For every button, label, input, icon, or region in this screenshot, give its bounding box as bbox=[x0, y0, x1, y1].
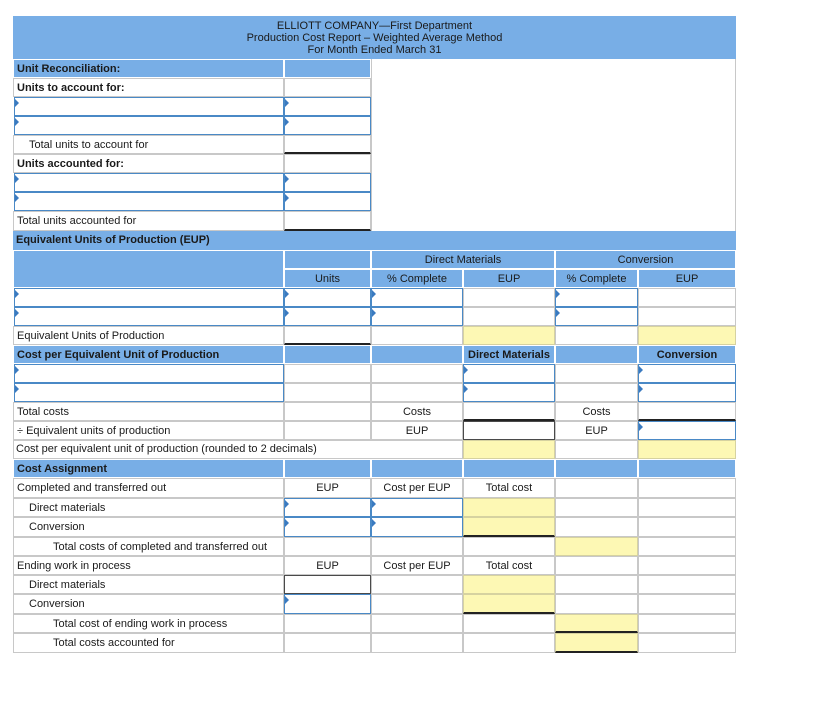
conv-cost-per-eup-answer bbox=[638, 440, 736, 459]
dm-cost-per-eup-answer bbox=[463, 440, 555, 459]
total-costs-accounted-answer bbox=[555, 633, 638, 653]
ct-cost-per-eup-col-heading: Cost per EUP bbox=[371, 478, 463, 498]
ct-conversion-label: Conversion bbox=[13, 517, 284, 537]
cost-per-eup-heading: Cost per Equivalent Unit of Production bbox=[13, 345, 284, 364]
ct-conv-cost-per-eup-input[interactable] bbox=[371, 517, 463, 537]
unit-reconciliation-heading: Unit Reconciliation: bbox=[13, 59, 284, 78]
ewip-dm-eup-input[interactable] bbox=[284, 575, 371, 594]
cost-assignment-heading: Cost Assignment bbox=[13, 459, 284, 478]
units-accounted-for-cell bbox=[284, 154, 371, 173]
ending-wip-label: Ending work in process bbox=[13, 556, 284, 575]
tca-blank-3 bbox=[463, 633, 555, 653]
eup-desc-input-2[interactable] bbox=[14, 307, 284, 326]
ca-heading-blank-5 bbox=[638, 459, 736, 478]
blank-area bbox=[371, 59, 736, 231]
tct-blank-2 bbox=[371, 537, 463, 556]
eup-conversion-heading: Conversion bbox=[555, 250, 736, 269]
units-to-account-for-desc-input-1[interactable] bbox=[14, 97, 284, 116]
units-to-account-for-desc-input-2[interactable] bbox=[14, 116, 284, 135]
eup-total-blank-1 bbox=[371, 326, 463, 345]
ct-blank-2 bbox=[638, 478, 736, 498]
total-ending-wip-answer bbox=[555, 614, 638, 633]
eup-section-heading: Equivalent Units of Production (EUP) bbox=[13, 231, 736, 250]
eup-units-input-1[interactable] bbox=[284, 288, 371, 307]
production-cost-report bbox=[13, 16, 736, 653]
eup-dm-pct-col-heading: % Complete bbox=[371, 269, 463, 288]
ct-conv-eup-input[interactable] bbox=[284, 517, 371, 537]
eup-total-units bbox=[284, 326, 371, 345]
tewip-blank-1 bbox=[284, 614, 371, 633]
report-period: For Month Ended March 31 bbox=[307, 44, 442, 56]
eup-dm-total-answer bbox=[463, 326, 555, 345]
conv-eup-label: EUP bbox=[555, 421, 638, 440]
eup-conv-eup-col-heading: EUP bbox=[638, 269, 736, 288]
cost-conv-input-1[interactable] bbox=[638, 364, 736, 383]
units-to-account-for-value-input-1[interactable] bbox=[284, 97, 371, 116]
ewip-conv-blank-2 bbox=[638, 594, 736, 614]
dm-costs-label: Costs bbox=[371, 402, 463, 421]
ca-heading-blank-4 bbox=[555, 459, 638, 478]
eup-header-blank bbox=[13, 250, 284, 288]
ct-eup-col-heading: EUP bbox=[284, 478, 371, 498]
eup-conv-eup-cell-1 bbox=[638, 288, 736, 307]
eup-total-label: Equivalent Units of Production bbox=[13, 326, 284, 345]
units-to-account-for-value-input-2[interactable] bbox=[284, 116, 371, 135]
ewip-dm-blank-1 bbox=[555, 575, 638, 594]
total-ending-wip-label: Total cost of ending work in process bbox=[13, 614, 284, 633]
tca-blank-2 bbox=[371, 633, 463, 653]
cost-dm-input-2[interactable] bbox=[463, 383, 555, 402]
units-accounted-for-value-input-2[interactable] bbox=[284, 192, 371, 211]
units-accounted-for-value-input-1[interactable] bbox=[284, 173, 371, 192]
ewip-conv-blank-1 bbox=[555, 594, 638, 614]
ct-conv-total-cost-answer bbox=[463, 517, 555, 537]
eup-dm-eup-cell-2 bbox=[463, 307, 555, 326]
ct-dm-cost-per-eup-input[interactable] bbox=[371, 498, 463, 517]
report-title: Production Cost Report – Weighted Average Method bbox=[246, 32, 503, 44]
ca-heading-blank-1 bbox=[284, 459, 371, 478]
ct-blank-1 bbox=[555, 478, 638, 498]
ct-dm-blank-1 bbox=[555, 498, 638, 517]
tca-blank-1 bbox=[284, 633, 371, 653]
eup-conv-eup-cell-2 bbox=[638, 307, 736, 326]
tct-blank-3 bbox=[463, 537, 555, 556]
eup-desc-input-1[interactable] bbox=[14, 288, 284, 307]
eup-conv-pct-input-2[interactable] bbox=[555, 307, 638, 326]
ewip-total-cost-col-heading: Total cost bbox=[463, 556, 555, 575]
eup-total-blank-2 bbox=[555, 326, 638, 345]
tewip-blank-3 bbox=[463, 614, 555, 633]
ewip-cost-per-eup-col-heading: Cost per EUP bbox=[371, 556, 463, 575]
total-costs-label: Total costs bbox=[13, 402, 284, 421]
units-to-account-for-label: Units to account for: bbox=[13, 78, 284, 97]
conv-eup-divisor-input[interactable] bbox=[638, 421, 736, 440]
ewip-conversion-label: Conversion bbox=[13, 594, 284, 614]
ca-heading-blank-2 bbox=[371, 459, 463, 478]
tct-blank-4 bbox=[638, 537, 736, 556]
ca-heading-blank-3 bbox=[463, 459, 555, 478]
ewip-blank-2 bbox=[638, 556, 736, 575]
cost-dm-input-1[interactable] bbox=[463, 364, 555, 383]
ewip-conv-total-cost-answer bbox=[463, 594, 555, 614]
total-costs-accounted-label: Total costs accounted for bbox=[13, 633, 284, 653]
ewip-conv-cost-per-eup-cell bbox=[371, 594, 463, 614]
units-accounted-for-desc-input-1[interactable] bbox=[14, 173, 284, 192]
eup-dm-pct-input-1[interactable] bbox=[371, 288, 463, 307]
eup-dm-eup-cell-1 bbox=[463, 288, 555, 307]
cost-per-eup-heading-blank-2 bbox=[371, 345, 463, 364]
conv-costs-label: Costs bbox=[555, 402, 638, 421]
dm-eup-label: EUP bbox=[371, 421, 463, 440]
eup-conv-total-answer bbox=[638, 326, 736, 345]
ct-total-cost-col-heading: Total cost bbox=[463, 478, 555, 498]
units-accounted-for-label: Units accounted for: bbox=[13, 154, 284, 173]
cost-per-eup-conv-heading: Conversion bbox=[638, 345, 736, 364]
company-title: ELLIOTT COMPANY—First Department bbox=[276, 20, 473, 32]
cost-row1-blank-2 bbox=[371, 364, 463, 383]
dm-eup-divisor-input[interactable] bbox=[463, 421, 555, 440]
units-accounted-for-desc-input-2[interactable] bbox=[14, 192, 284, 211]
total-costs-blank-1 bbox=[284, 402, 371, 421]
ct-dm-blank-2 bbox=[638, 498, 736, 517]
eup-dm-heading: Direct Materials bbox=[371, 250, 555, 269]
total-completed-transferred-label: Total costs of completed and transferred out bbox=[13, 537, 284, 556]
ct-direct-materials-label: Direct materials bbox=[13, 498, 284, 517]
eup-units-col-heading: Units bbox=[284, 269, 371, 288]
cost-row2-blank-2 bbox=[371, 383, 463, 402]
cost-row2-blank-1 bbox=[284, 383, 371, 402]
ewip-blank-1 bbox=[555, 556, 638, 575]
ewip-dm-total-cost-answer bbox=[463, 575, 555, 594]
divide-eup-blank-1 bbox=[284, 421, 371, 440]
total-units-to-account-for-label: Total units to account for bbox=[13, 135, 284, 154]
ct-dm-total-cost-answer bbox=[463, 498, 555, 517]
cost-desc-input-1[interactable] bbox=[14, 364, 284, 383]
cost-per-eup-heading-blank-3 bbox=[555, 345, 638, 364]
cost-row2-blank-3 bbox=[555, 383, 638, 402]
ewip-direct-materials-label: Direct materials bbox=[13, 575, 284, 594]
dm-total-costs-value bbox=[463, 402, 555, 421]
cost-per-eup-dm-heading: Direct Materials bbox=[463, 345, 555, 364]
total-units-to-account-for-value bbox=[284, 135, 371, 154]
cost-per-eu-blank bbox=[555, 440, 638, 459]
eup-dm-pct-input-2[interactable] bbox=[371, 307, 463, 326]
completed-transferred-label: Completed and transferred out bbox=[13, 478, 284, 498]
ct-dm-eup-input[interactable] bbox=[284, 498, 371, 517]
tca-blank-4 bbox=[638, 633, 736, 653]
tewip-blank-2 bbox=[371, 614, 463, 633]
ewip-eup-col-heading: EUP bbox=[284, 556, 371, 575]
eup-dm-eup-col-heading: EUP bbox=[463, 269, 555, 288]
units-to-account-for-cell bbox=[284, 78, 371, 97]
tct-blank-1 bbox=[284, 537, 371, 556]
eup-header-blank-units bbox=[284, 250, 371, 269]
cost-row1-blank-3 bbox=[555, 364, 638, 383]
tewip-blank-4 bbox=[638, 614, 736, 633]
cost-row1-blank-1 bbox=[284, 364, 371, 383]
total-units-accounted-for-value bbox=[284, 211, 371, 231]
eup-conv-pct-input-1[interactable] bbox=[555, 288, 638, 307]
ct-conv-blank-1 bbox=[555, 517, 638, 537]
cost-conv-input-2[interactable] bbox=[638, 383, 736, 402]
total-units-accounted-for-label: Total units accounted for bbox=[13, 211, 284, 231]
ewip-conv-eup-input[interactable] bbox=[284, 594, 371, 614]
ewip-dm-blank-2 bbox=[638, 575, 736, 594]
eup-units-input-2[interactable] bbox=[284, 307, 371, 326]
cost-per-eup-heading-blank-1 bbox=[284, 345, 371, 364]
ct-conv-blank-2 bbox=[638, 517, 736, 537]
conv-total-costs-value bbox=[638, 402, 736, 421]
ewip-dm-cost-per-eup-cell bbox=[371, 575, 463, 594]
cost-desc-input-2[interactable] bbox=[14, 383, 284, 402]
cost-per-eu-label: Cost per equivalent unit of production (rounded to 2 decimals) bbox=[16, 443, 317, 455]
eup-conv-pct-col-heading: % Complete bbox=[555, 269, 638, 288]
divide-eup-label: ÷ Equivalent units of production bbox=[13, 421, 284, 440]
total-completed-transferred-answer bbox=[555, 537, 638, 556]
unit-reconciliation-heading-cell bbox=[284, 59, 371, 78]
